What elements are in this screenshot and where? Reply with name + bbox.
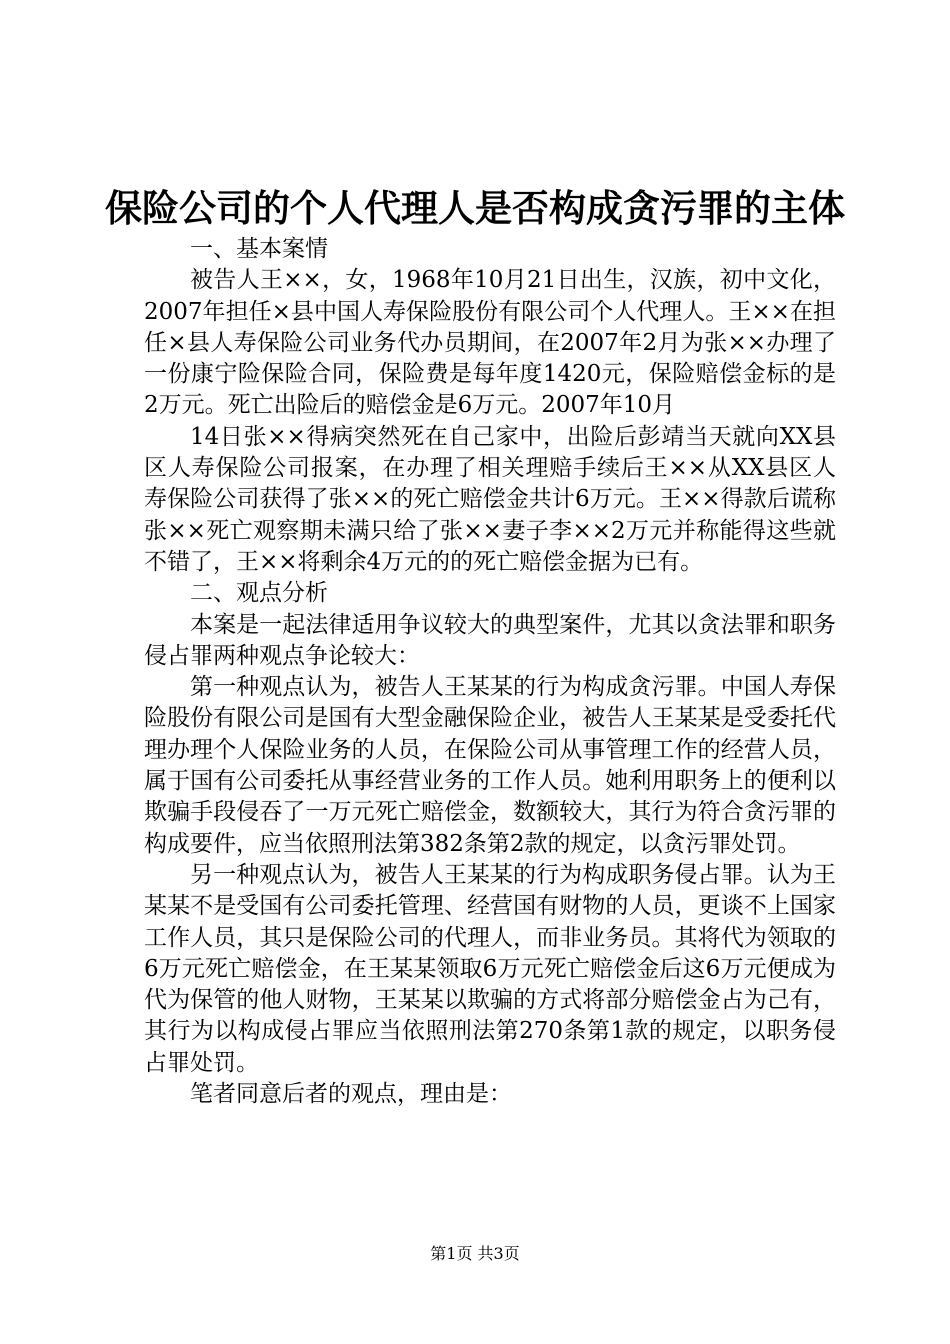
- paragraph-author-view: 笔者同意后者的观点，理由是：: [190, 1081, 512, 1108]
- paragraph-analysis-intro: 本案是一起法律适用争议较大的典型案件，尤其以贪法罪和职务侵占罪两种观点争论较大：: [144, 611, 836, 669]
- paragraph-case-facts-1: 被告人王××，女，1968年10月21日出生，汉族，初中文化，2007年担任×县中国人寿保险股份有限公司个人代理人。王××在担任×县人寿保险公司业务代办员期间，在2007年2月为张××办理了一份康宁险保险合同，保险费是每年度1420元，保险赔偿金标的是2万元。死亡出险后的赔偿金是6万元。2007年10月: [144, 267, 836, 419]
- section-heading-case: 一、基本案情: [190, 236, 328, 262]
- document-body: [144, 234, 836, 1110]
- section-heading-analysis: 二、观点分析: [190, 580, 328, 607]
- page-footer: 第1页 共3页: [430, 1244, 520, 1263]
- document-title: 保险公司的个人代理人是否构成贪污罪的主体: [105, 186, 845, 230]
- paragraph-first-view: 第一种观点认为，被告人王某某的行为构成贪污罪。中国人寿保险股份有限公司是国有大型金融保险企业，被告人王某某是受委托代理办理个人保险业务的人员，在保险公司从事管理工作的经营人员，属于国有公司委托从事经营业务的工作人员。她利用职务上的便利以欺骗手段侵吞了一万元死亡赔偿金，数额较大，其行为符合贪污罪的构成要件，应当依照刑法第382条第2款的规定，以贪污罪处罚。: [144, 674, 836, 857]
- paragraph-second-view: 另一种观点认为，被告人王某某的行为构成职务侵占罪。认为王某某不是受国有公司委托管理、经营国有财物的人员，更谈不上国家工作人员，其只是保险公司的代理人，而非业务员。其将代为领取的6万元死亡赔偿金，在王某某领取6万元死亡赔偿金后这6万元便成为代为保管的他人财物，王某某以欺骗的方式将部分赔偿金占为己有，其行为以构成侵占罪应当依照刑法第270条第1款的规定，以职务侵占罪处罚。: [144, 861, 836, 1076]
- paragraph-case-facts-2: 14日张××得病突然死在自己家中，出险后彭靖当天就向XX县区人寿保险公司报案，在办理了相关理赔手续后王××从XX县区人寿保险公司获得了张××的死亡赔偿金共计6万元。王××得款后谎称张××死亡观察期未满只给了张××妻子李××2万元并称能得这些就不错了，王××将剩余4万元的的死亡赔偿金据为已有。: [144, 423, 836, 575]
